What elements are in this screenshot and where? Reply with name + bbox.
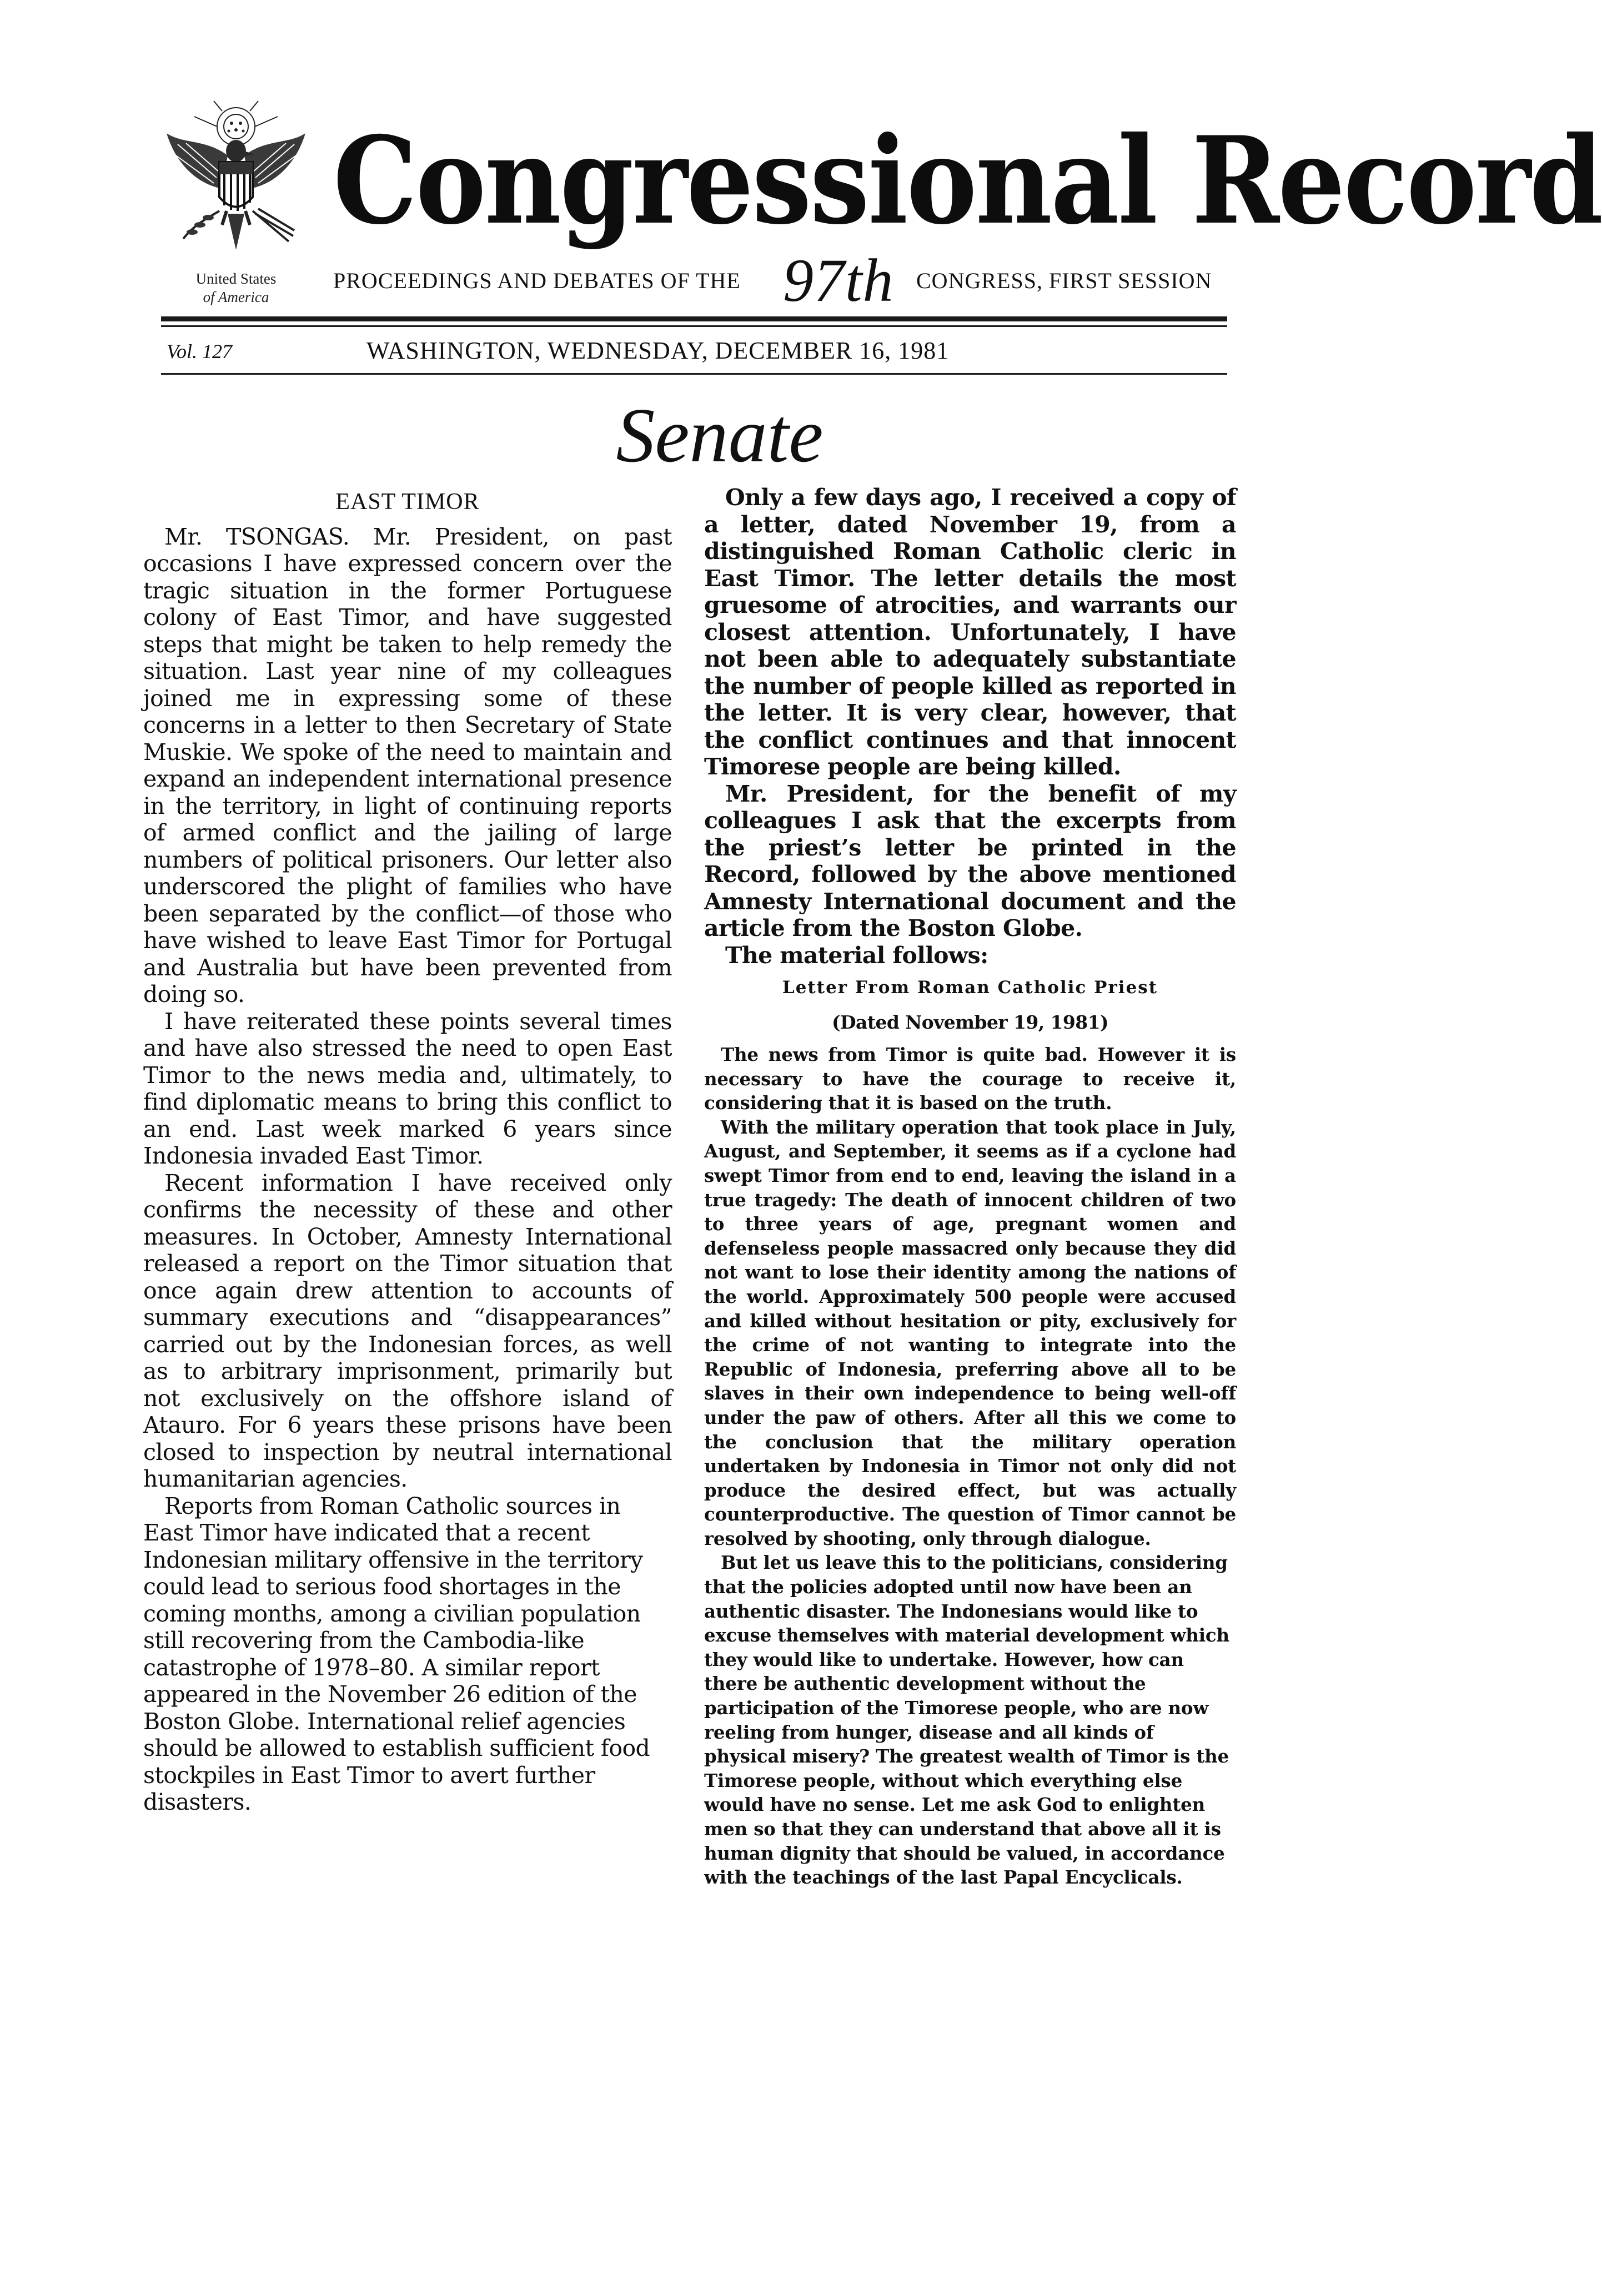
letter-heading: Letter From Roman Catholic Priest <box>782 978 1158 998</box>
right-paragraph: Mr. President, for the benefit of my colleagues I ask that the excerpts from the priest’s letter be printed in the Record, followed by the above mentioned Amnesty International document and the article from the Boston Globe. <box>704 780 1236 941</box>
seal-caption-line1: United States <box>195 270 277 287</box>
right-column <box>704 484 1236 1890</box>
congress-number: 97th <box>783 246 894 314</box>
letter-date: (Dated November 19, 1981) <box>832 1011 1108 1033</box>
great-seal-eagle-icon <box>161 100 311 261</box>
left-column <box>143 489 672 1816</box>
right-paragraph: The material follows: <box>725 941 988 969</box>
article-heading: EAST TIMOR <box>335 489 480 515</box>
proceedings-prefix: PROCEEDINGS AND DEBATES OF THE <box>333 268 741 293</box>
seal-caption <box>150 270 322 306</box>
masthead-rule-thick <box>161 316 1227 321</box>
dateline-rule <box>161 373 1227 375</box>
dateline: WASHINGTON, WEDNESDAY, DECEMBER 16, 1981 <box>366 337 950 364</box>
left-paragraph: Recent information I have received only confirms the necessity of these and other measures. In October, Amnesty International released a report on the Timor situation that once again drew attention to accounts of summary executions and “disappearances” carried out by the Indonesian forces, as well as to arbitrary imprisonment, primarily but not exclusively on the offshore island of Atauro. For 6 years these prisons have been closed to inspection by neutral international humanitarian agencies. <box>143 1169 672 1492</box>
publication-title: Congressional Record <box>333 110 1602 251</box>
proceedings-line <box>333 246 1244 314</box>
letter-paragraph: But let us leave this to the politicians, considering that the policies adopted until now have been an authentic disaster. The Indonesians would like to excuse themselves with material development which they would like to undertake. However, how can there be authentic development without the participation of the Timorese people, who are now reeling from hunger, disease and all kinds of physical misery? The greatest wealth of Timor is the Timorese people, without which everything else would have no sense. Let me ask God to enlighten men so that they can understand that above all it is human dignity that should be valued, in accordance with the teachings of the last Papal Encyclicals. <box>704 1552 1229 1889</box>
masthead-rule-thin <box>161 325 1227 327</box>
chamber-heading: Senate <box>616 392 823 479</box>
letter-paragraph: The news from Timor is quite bad. However it is necessary to have the courage to receive it, considering that it is based on the truth. <box>704 1044 1236 1114</box>
proceedings-suffix: CONGRESS, FIRST SESSION <box>916 268 1212 293</box>
volume-number: Vol. 127 <box>167 340 233 362</box>
left-paragraph: I have reiterated these points several times and have also stressed the need to open East Timor to the news media and, ultimately, to find diplomatic means to bring this conflict to an end. Last week marked 6 years since Indonesia invaded East Timor. <box>143 1008 672 1169</box>
left-paragraph: Mr. TSONGAS. Mr. President, on past occasions I have expressed concern over the tragic situation in the former Portuguese colony of East Timor, and have suggested steps that might be taken to help remedy the situation. Last year nine of my colleagues joined me in expressing some of these concerns in a letter to then Secretary of State Muskie. We spoke of the need to maintain and expand an independent international presence in the territory, in light of continuing reports of armed conflict and the jailing of large numbers of political prisoners. Our letter also underscored the plight of families who have been separated by the conflict—of those who have wished to leave East Timor for Portugal and Australia but have been prevented from doing so. <box>143 523 672 1008</box>
right-paragraph: Only a few days ago, I received a copy of a letter, dated November 19, from a distinguished Roman Catholic cleric in East Timor. The letter details the most gruesome of atrocities, and warrants our closest attention. Unfortunately, I have not been able to adequately substantiate the number of people killed as reported in the letter. It is very clear, however, that the conflict continues and that innocent Timorese people are being killed. <box>704 484 1236 780</box>
letter-paragraph: With the military operation that took place in July, August, and September, it seems as if a cyclone had swept Timor from end to end, leaving the island in a true tragedy: The death of innocent children of two to three years of age, pregnant women and defenseless people massacred only because they did not want to lose their identity among the nations of the world. Approximately 500 people were accused and killed without hesitation or pity, exclusively for the crime of not wanting to integrate into the Republic of Indonesia, preferring above all to be slaves in their own independence to being well-off under the paw of others. After all this we come to the conclusion that the military operation undertaken by Indonesia in Timor not only did not produce the desired effect, but was actually counterproductive. The question of Timor cannot be resolved by shooting, only through dialogue. <box>704 1116 1236 1549</box>
seal-caption-line2: of America <box>203 289 269 305</box>
left-paragraph: Reports from Roman Catholic sources in East Timor have indicated that a recent Indonesian military offensive in the territory could lead to serious food shortages in the coming months, among a civilian population still recovering from the Cambodia-like catastrophe of 1978–80. A similar report appeared in the November 26 edition of the Boston Globe. International relief agencies should be allowed to establish sufficient food stockpiles in East Timor to avert further disasters. <box>143 1492 650 1815</box>
